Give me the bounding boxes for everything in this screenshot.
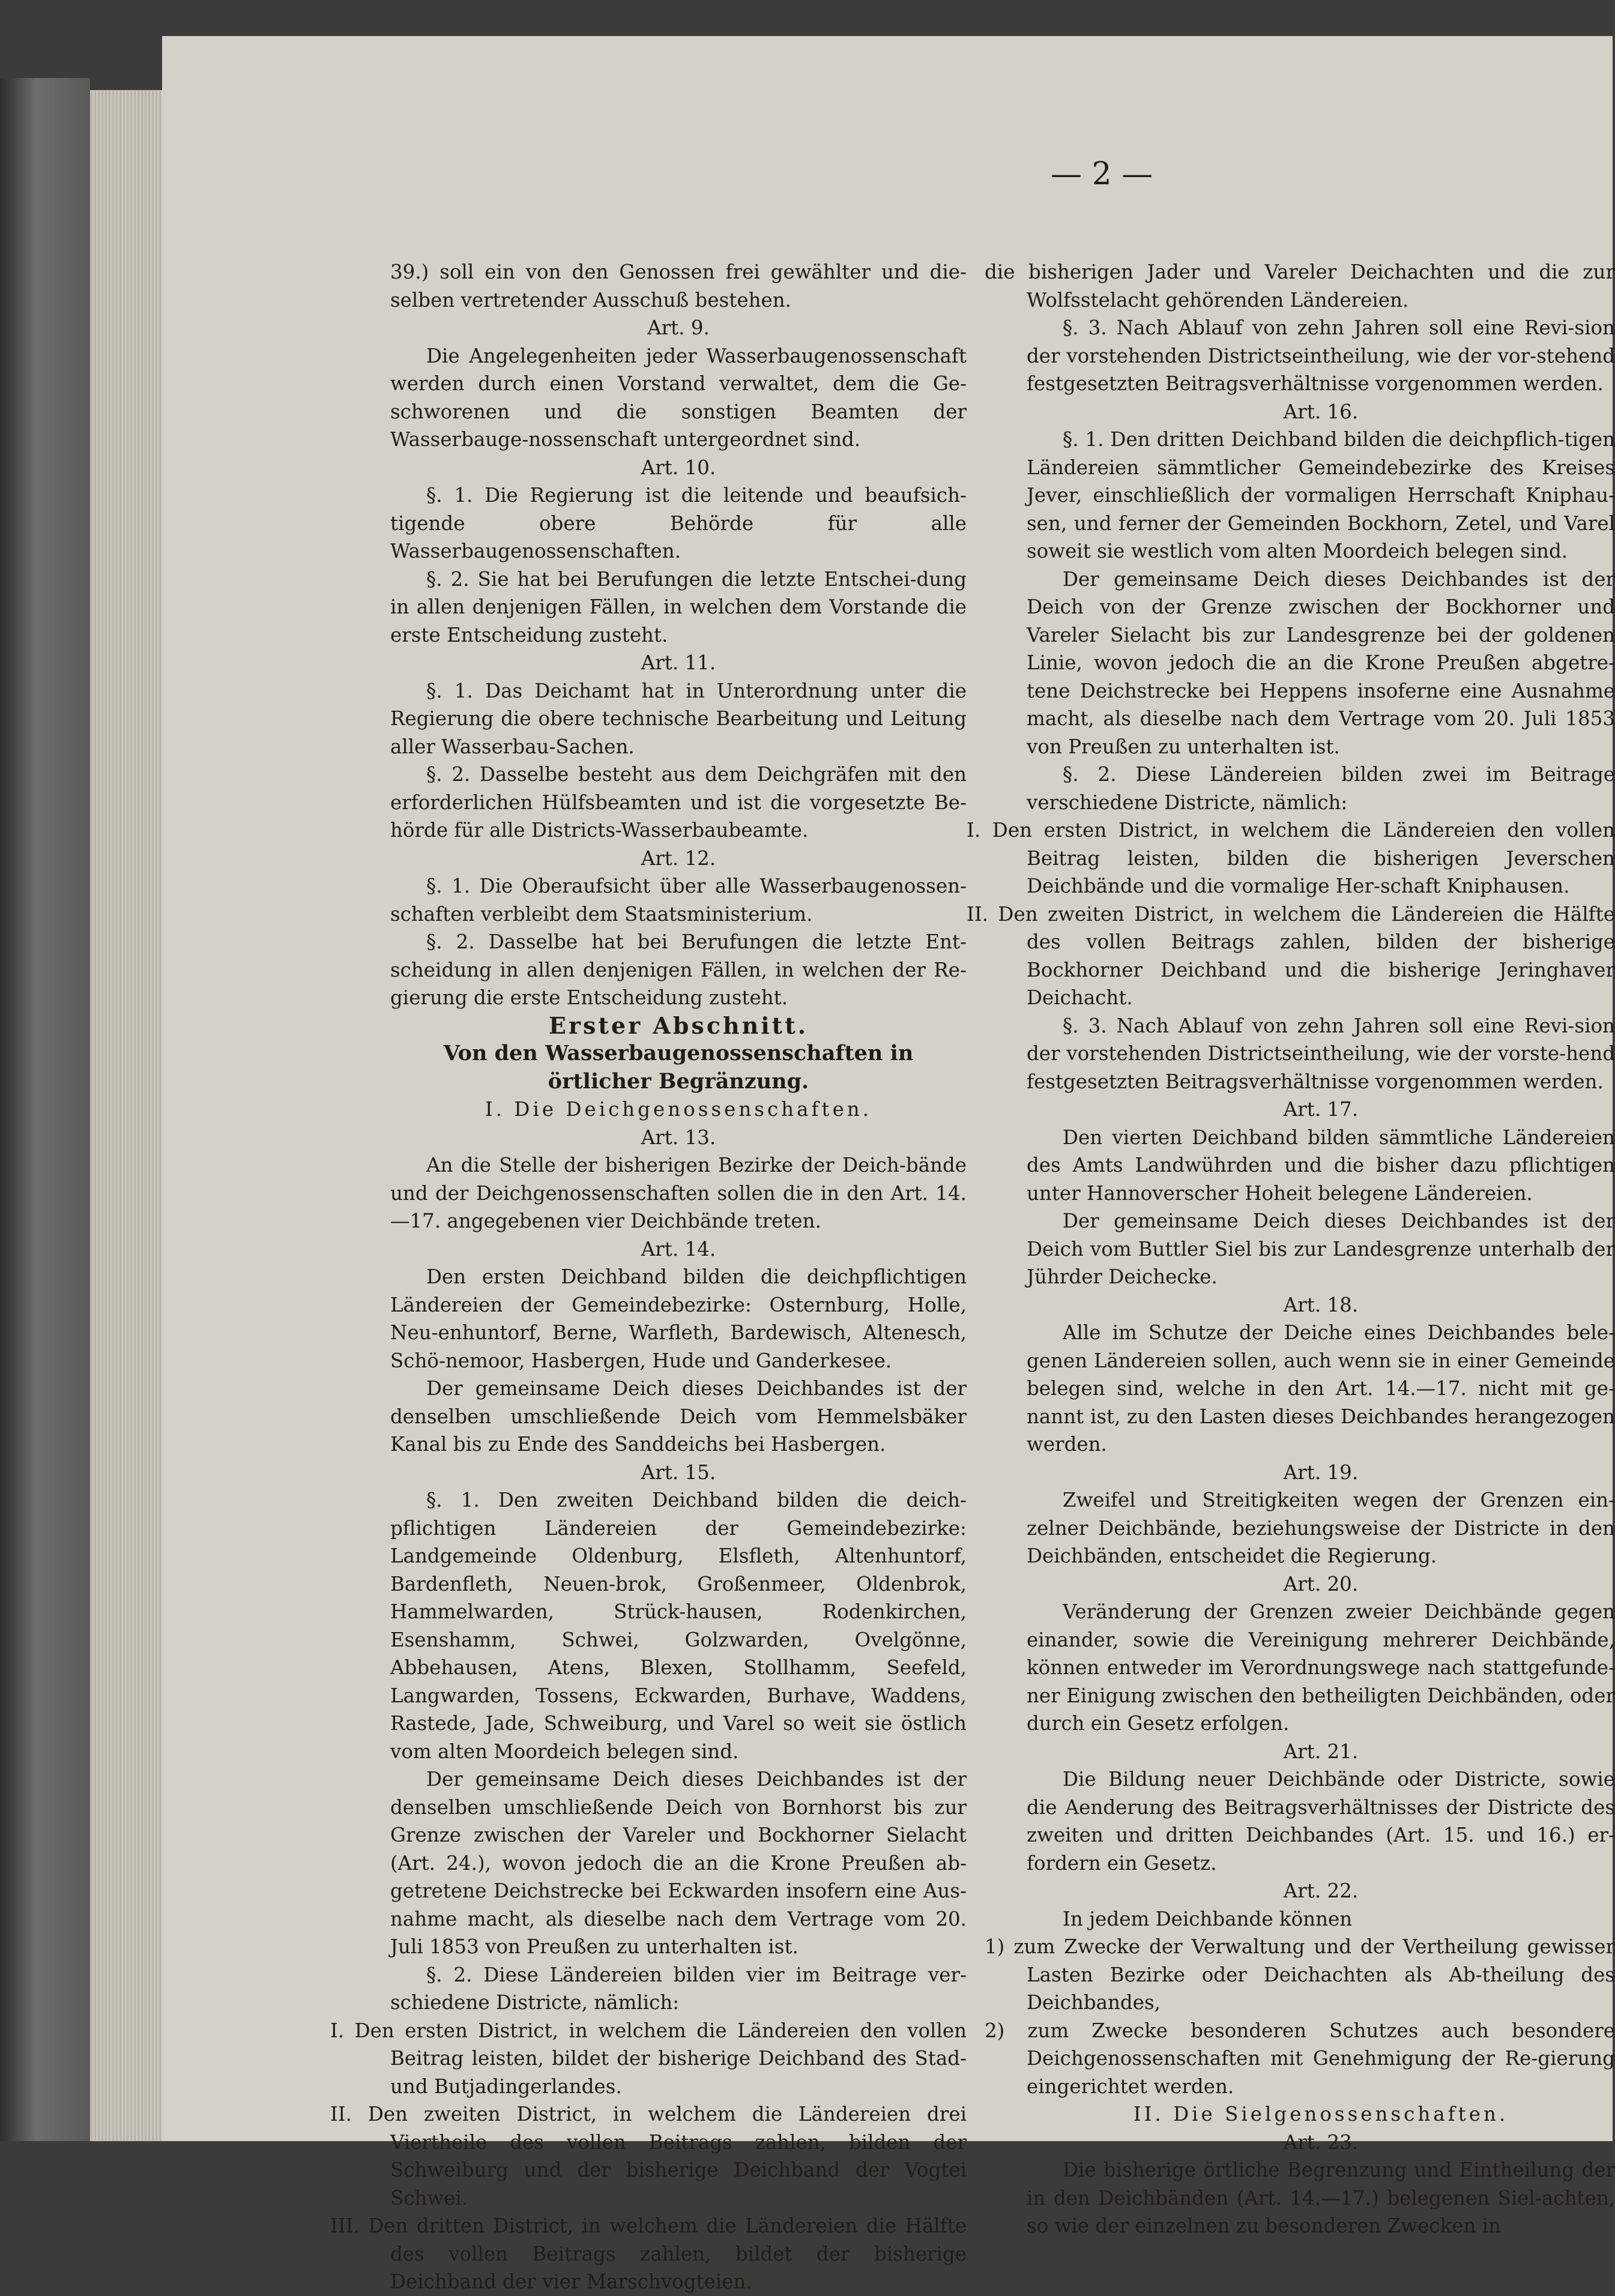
paragraph: Alle im Schutze der Deiche eines Deichbandes bele-genen Ländereien sollen, auch wenn sie in einer Gemeinde belegen sind, welche in den Art. 14.—17. nicht mit ge-nannt ist, zu den Lasten dieses Deichbandes herangezogen werden. [1027,1321,1615,1456]
paragraph: §. 2. Dasselbe hat bei Berufungen die letzte Ent-scheidung in allen denjenigen Fällen, in welchen der Re-gierung die erste Entscheidung zusteht. [390,930,967,1009]
paragraph: Die Angelegenheiten jeder Wasserbaugenossenschaft werden durch einen Vorstand verwaltet, dem die Ge-schworenen und die sonstigen Beamten der Wasserbauge-nossenschaft untergeordnet sind. [390,344,967,451]
paragraph: I. Die Deichgenossenschaften. [484,1098,872,1121]
paragraph: In jedem Deichbande können [1063,1907,1353,1930]
paragraph: Den ersten Deichband bilden die deichpflichtigen Ländereien der Gemeindebezirke: Osternburg, Holle, Neu-enhuntorf, Berne, Warfleth, Bardewisch, Altenesch, Schö-nemoor, Hasbergen, Hude und Ganderkesee. [390,1265,967,1372]
paragraph: Der gemeinsame Deich dieses Deichbandes ist der Deich von der Grenze zwischen der Bockhorner und Vareler Sielacht bis zur Landesgrenze bei der goldenen Linie, wovon jedoch die an die Krone Preußen abgetre-tene Deichstrecke bei Heppens insoferne eine Ausnahme macht, als dieselbe nach dem Vertrage vom 20. Juli 1853 von Preußen zu unterhalten ist. [1027,567,1615,758]
article-heading: Art. 20. [1283,1572,1359,1595]
paragraph: §. 1. Das Deichamt hat in Unterordnung unter die Regierung die obere technische Bearbeitung und Leitung aller Wasserbau-Sachen. [390,679,967,758]
article-heading: Art. 19. [1283,1460,1359,1484]
book-cover-edge [0,78,90,2141]
article-heading: Art. 18. [1283,1293,1359,1316]
paragraph: die bisherigen Jader und Vareler Deichachten und die zur Wolfsstelacht gehörenden Ländereien. [985,261,1615,312]
article-heading: Art. 14. [641,1237,716,1261]
paragraph: §. 3. Nach Ablauf von zehn Jahren soll eine Revi-sion der vorstehenden Districtseintheilung, wie der vor-stehend festgesetzten Beitragsverhältnisse vorgenommen werden. [1027,316,1615,395]
paragraph: I. Den ersten District, in welchem die Ländereien den vollen Beitrag leisten, bildet der bisherige Deichband des Stad- und Butjadingerlandes. [330,2019,967,2098]
paragraph: Veränderung der Grenzen zweier Deichbände gegen einander, sowie die Vereinigung mehrerer Deichbände, können entweder im Verordnungswege nach stattgefunde-ner Einigung zwischen den betheiligten Deichbänden, oder durch ein Gesetz erfolgen. [1027,1600,1615,1735]
paragraph: Die Bildung neuer Deichbände oder Districte, sowie die Aenderung des Beitragsverhältnisses der Districte des zweiten und dritten Deichbandes (Art. 15. und 16.) er-fordern ein Gesetz. [1027,1768,1615,1875]
paragraph: Der gemeinsame Deich dieses Deichbandes ist der denselben umschließende Deich von Bornhorst bis zur Grenze zwischen der Vareler und Bockhorner Sielacht (Art. 24.), wovon jedoch die an die Krone Preußen ab-getretene Deichstrecke bei Eckwarden insofern eine Aus-nahme macht, als dieselbe nach dem Vertrage vom 20. Juli 1853 von Preußen zu unterhalten ist. [390,1768,967,1958]
document-page [162,36,1615,2293]
paragraph: Die bisherige örtliche Begrenzung und Eintheilung der in den Deichbänden (Art. 14.—17.) belegenen Siel-achten, so wie der einzelnen zu besonderen Zwecken in [1027,2159,1615,2237]
page-edges [90,90,162,2141]
paragraph: Den vierten Deichband bilden sämmtliche Ländereien des Amts Landwührden und die bisher dazu pflichtigen unter Hannoverscher Hoheit belegene Ländereien. [1027,1125,1615,1205]
paragraph: An die Stelle der bisherigen Bezirke der Deich-bände und der Deichgenossenschaften sollen die in den Art. 14.—17. angegebenen vier Deichbände treten. [390,1154,967,1232]
paragraph: §. 1. Die Regierung ist die leitende und beaufsich-tigende obere Behörde für alle Wasserbaugenossenschaften. [390,484,967,562]
paragraph: §. 2. Dasselbe besteht aus dem Deichgräfen mit den erforderlichen Hülfsbeamten und ist die vorgesetzte Be-hörde für alle Districts-Wasserbaubeamte. [390,763,967,842]
paragraph: Erster Abschnitt. [549,1011,808,1039]
paragraph: II. Die Sielgenossenschaften. [1133,2103,1509,2126]
article-heading: Art. 21. [1283,1740,1359,1763]
article-heading: Art. 16. [1283,400,1359,423]
page-number: — 2 — [1051,156,1153,192]
paragraph: §. 1. Die Oberaufsicht über alle Wasserbaugenossen-schaften verbleibt dem Staatsministerium. [390,875,967,926]
paragraph: §. 2. Diese Ländereien bilden vier im Beitrage ver-schiedene Districte, nämlich: [390,1963,967,2014]
paragraph: Der gemeinsame Deich dieses Deichbandes ist der Deich vom Buttler Siel bis zur Landesgrenze unterhalb der Jührder Deichecke. [1027,1210,1615,1288]
paragraph: §. 1. Den zweiten Deichband bilden die deich-pflichtigen Ländereien der Gemeindebezirke: Landgemeinde Oldenburg, Elsfleth, Altenhuntorf, Bardenfleth, Neuen-brok, Großenmeer, Oldenbrok, Hammelwarden, Strück-hausen, Rodenkirchen, Esenshamm, Schwei, Golzwarden, Ovelgönne, Abbehausen, Atens, Blexen, Stollhamm, Seefeld, Langwarden, Tossens, Eckwarden, Burhave, Waddens, Rastede, Jade, Schweiburg, und Varel so weit sie östlich vom alten Moordeich belegen sind. [390,1489,967,1763]
paragraph: §. 2. Sie hat bei Berufungen die letzte Entschei-dung in allen denjenigen Fällen, in welchen dem Vorstande die erste Entscheidung zusteht. [390,567,967,646]
left-column [330,258,967,2296]
article-heading: Art. 10. [641,456,716,479]
paragraph: I. Den ersten District, in welchem die Ländereien den vollen Beitrag leisten, bilden die bisherigen Jeverschen Deichbände und die vormalige Her-schaft Kniphausen. [967,819,1615,897]
article-heading: Art. 13. [641,1125,716,1149]
right-column [967,258,1615,2240]
article-heading: Art. 12. [641,846,716,870]
article-heading: Art. 15. [641,1460,716,1484]
paragraph: Der gemeinsame Deich dieses Deichbandes ist der denselben umschließende Deich vom Hemmelsbäker Kanal bis zu Ende des Sanddeichs bei Hasbergen. [390,1377,967,1456]
paragraph: Zweifel und Streitigkeiten wegen der Grenzen ein-zelner Deichbände, beziehungsweise der Districte in den Deichbänden, entscheidet die Regierung. [1027,1489,1615,1567]
paragraph: Von den Wasserbaugenossenschaften in örtlicher Begränzung. [443,1041,914,1094]
article-heading: Art. 23. [1283,2130,1359,2154]
article-heading: Art. 9. [647,316,710,339]
article-heading: Art. 22. [1283,1879,1359,1902]
paragraph: II. Den zweiten District, in welchem die Ländereien die Hälfte des vollen Beitrags zahlen, bilden der bisherige Bockhorner Deichband und die bisherige Jeringhaver Deichacht. [967,902,1615,1009]
article-heading: Art. 17. [1283,1098,1359,1121]
paragraph: 39.) soll ein von den Genossen frei gewählter und die-selben vertretender Ausschuß bestehen. [390,261,967,312]
paragraph: II. Den zweiten District, in welchem die Ländereien drei Viertheile des vollen Beitrags zahlen, bilden der Schweiburg und der bisherige Deichband der Vogtei Schwei. [330,2103,967,2210]
paragraph: §. 2. Diese Ländereien bilden zwei im Beitrage verschiedene Districte, nämlich: [1027,763,1615,814]
paragraph: 2) zum Zwecke besonderen Schutzes auch besondere Deichgenossenschaften mit Genehmigung der Re-gierung eingerichtet werden. [985,2019,1615,2098]
paragraph: III. Den dritten District, in welchem die Ländereien die Hälfte des vollen Beitrags zahlen, bildet der bisherige Deichband der vier Marschvogteien. [330,2214,967,2293]
article-heading: Art. 11. [641,651,716,674]
paragraph: §. 3. Nach Ablauf von zehn Jahren soll eine Revi-sion der vorstehenden Districtseintheilung, wie der vorste-hend festgesetzten Beitragsverhältnisse vorgenommen werden. [1027,1014,1615,1093]
paragraph: 1) zum Zwecke der Verwaltung und der Vertheilung gewisser Lasten Bezirke oder Deichachten als Ab-theilung des Deichbandes, [985,1935,1615,2014]
paragraph: §. 1. Den dritten Deichband bilden die deichpflich-tigen Ländereien sämmtlicher Gemeindebezirke des Kreises Jever, einschließlich der vormaligen Herrschaft Kniphau-sen, und ferner der Gemeinden Bockhorn, Zetel, und Varel soweit sie westlich vom alten Moordeich belegen sind. [1027,428,1615,562]
